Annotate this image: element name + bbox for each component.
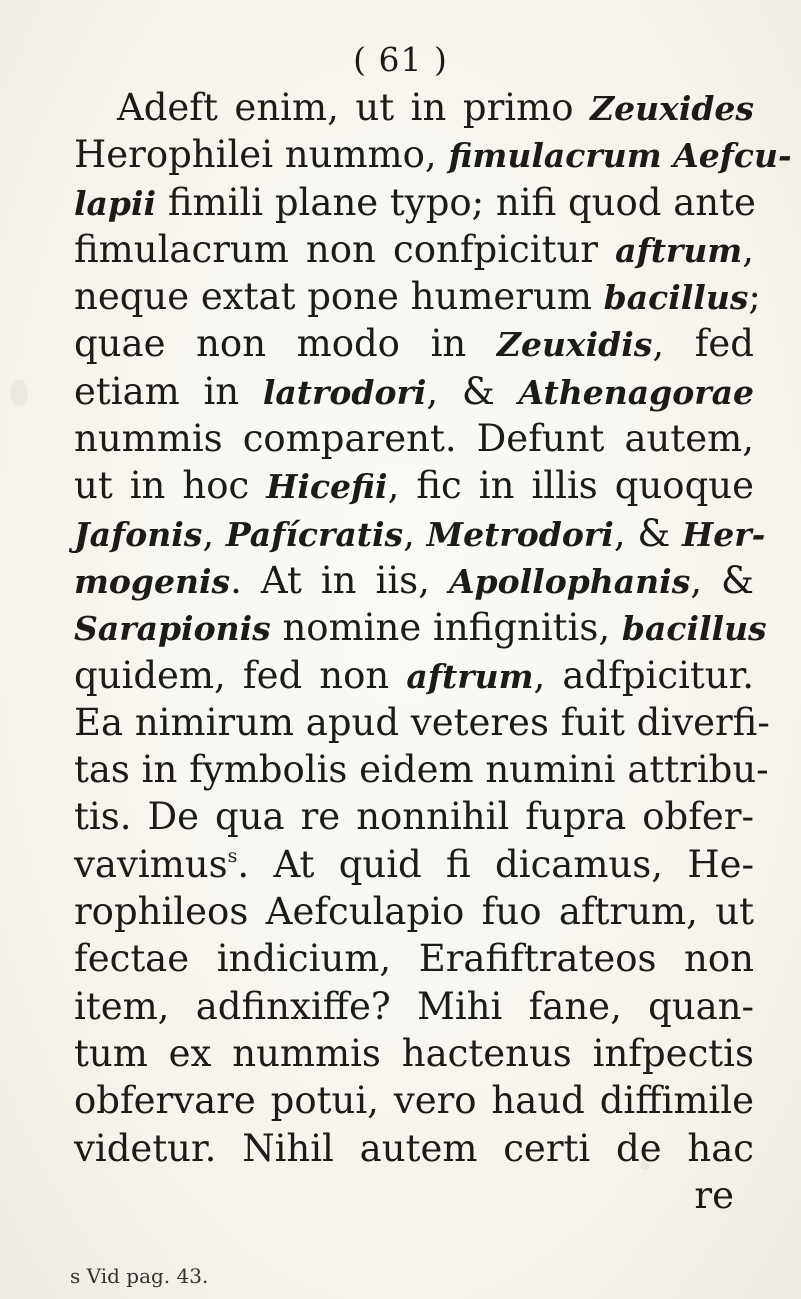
text-line	[74, 793, 754, 840]
footnote: s Vid pag. 43.	[70, 1264, 209, 1288]
text-line	[74, 557, 754, 604]
text-segment: ut in hoc	[74, 464, 267, 508]
text-segment: ,	[742, 227, 754, 271]
text-line	[74, 888, 754, 935]
text-segment: ,	[403, 511, 427, 555]
text-line	[74, 1125, 754, 1172]
text-segment: . At in iis,	[230, 558, 449, 602]
text-line	[74, 462, 754, 509]
paper-stain	[10, 380, 28, 406]
text-line	[74, 935, 754, 982]
text-line	[74, 510, 766, 557]
text-segment: fimili plane typo; nifi quod ante	[156, 180, 756, 224]
text-line	[74, 1077, 754, 1124]
text-segment: nummis comparent. Defunt autem,	[74, 417, 754, 461]
text-line	[74, 652, 754, 699]
text-segment: fectae indicium, Erafiftrateos non	[74, 937, 754, 981]
text-segment: Ea nimirum apud veteres fuit diverfi-	[74, 700, 770, 744]
italic-name: Hicefii	[266, 467, 388, 507]
text-segment: , &	[690, 558, 754, 602]
italic-name: aftrum	[615, 230, 743, 270]
text-segment: obfervare potui, vero haud diffimile	[74, 1079, 754, 1123]
footnote-marker: s	[227, 844, 238, 867]
text-segment: videtur. Nihil autem certi de hac	[74, 1126, 754, 1170]
text-line	[74, 415, 754, 462]
text-line	[74, 1172, 754, 1219]
italic-name: Jafonis	[74, 514, 203, 554]
italic-name: Pafícratis	[225, 514, 404, 554]
text-segment: re	[694, 1173, 734, 1217]
text-line	[74, 604, 767, 651]
page-number: ( 61 )	[353, 40, 448, 79]
text-segment: , &	[426, 369, 519, 413]
text-line	[74, 320, 754, 367]
text-segment: quae non modo in	[74, 322, 497, 366]
text-segment: . At quid fi dicamus, He-	[237, 842, 754, 886]
italic-name: lapii	[74, 183, 157, 223]
text-line	[74, 841, 754, 888]
text-segment: , adfpicitur.	[533, 653, 754, 697]
text-segment: , fed	[652, 322, 754, 366]
text-segment: fimulacrum non confpicitur	[74, 227, 616, 271]
text-line	[74, 746, 769, 793]
italic-name: bacillus	[603, 278, 749, 318]
text-segment: neque extat pone humerum	[74, 275, 604, 319]
italic-name: mogenis	[74, 561, 231, 601]
text-segment: ;	[748, 275, 761, 319]
text-line	[74, 84, 754, 131]
text-line	[74, 226, 754, 273]
text-segment: tis. De qua re nonnihil fupra obfer-	[74, 795, 754, 839]
text-segment: etiam in	[74, 369, 263, 413]
text-line	[74, 131, 792, 178]
text-line	[74, 273, 761, 320]
text-segment: tum ex nummis hactenus infpectis	[74, 1031, 754, 1075]
text-segment: Herophilei nummo,	[74, 133, 449, 177]
text-line	[74, 699, 770, 746]
text-segment: tas in fymbolis eidem numini attribu-	[74, 748, 769, 792]
text-line	[74, 179, 754, 226]
italic-name: Her-	[682, 514, 766, 554]
text-line	[74, 368, 754, 415]
text-segment: vavimus	[74, 842, 228, 886]
text-segment: ,	[202, 511, 226, 555]
italic-name: latrodori	[262, 372, 427, 412]
italic-name: aftrum	[406, 656, 534, 696]
italic-name: Apollophanis	[448, 561, 691, 601]
italic-name: Zeuxidis	[496, 325, 653, 365]
text-segment: nomine infignitis,	[270, 606, 622, 650]
italic-name: Metrodori	[426, 514, 614, 554]
italic-name: bacillus	[621, 609, 767, 649]
italic-name: Athenagorae	[518, 372, 754, 412]
body-text	[74, 84, 792, 1219]
text-segment: item, adfinxiffe? Mihi fane, quan-	[74, 984, 754, 1028]
italic-name: fimulacrum Aefcu-	[448, 136, 792, 176]
text-line	[74, 983, 754, 1030]
text-segment: , &	[613, 511, 683, 555]
text-segment: quidem, fed non	[74, 653, 407, 697]
text-segment: , fic in illis quoque	[387, 464, 754, 508]
text-segment: rophileos Aefculapio fuo aftrum, ut	[74, 890, 754, 934]
italic-name: Zeuxides	[590, 89, 754, 128]
text-segment: Adeft enim, ut in primo	[117, 86, 591, 129]
italic-name: Sarapionis	[74, 609, 271, 649]
text-line	[74, 1030, 754, 1077]
